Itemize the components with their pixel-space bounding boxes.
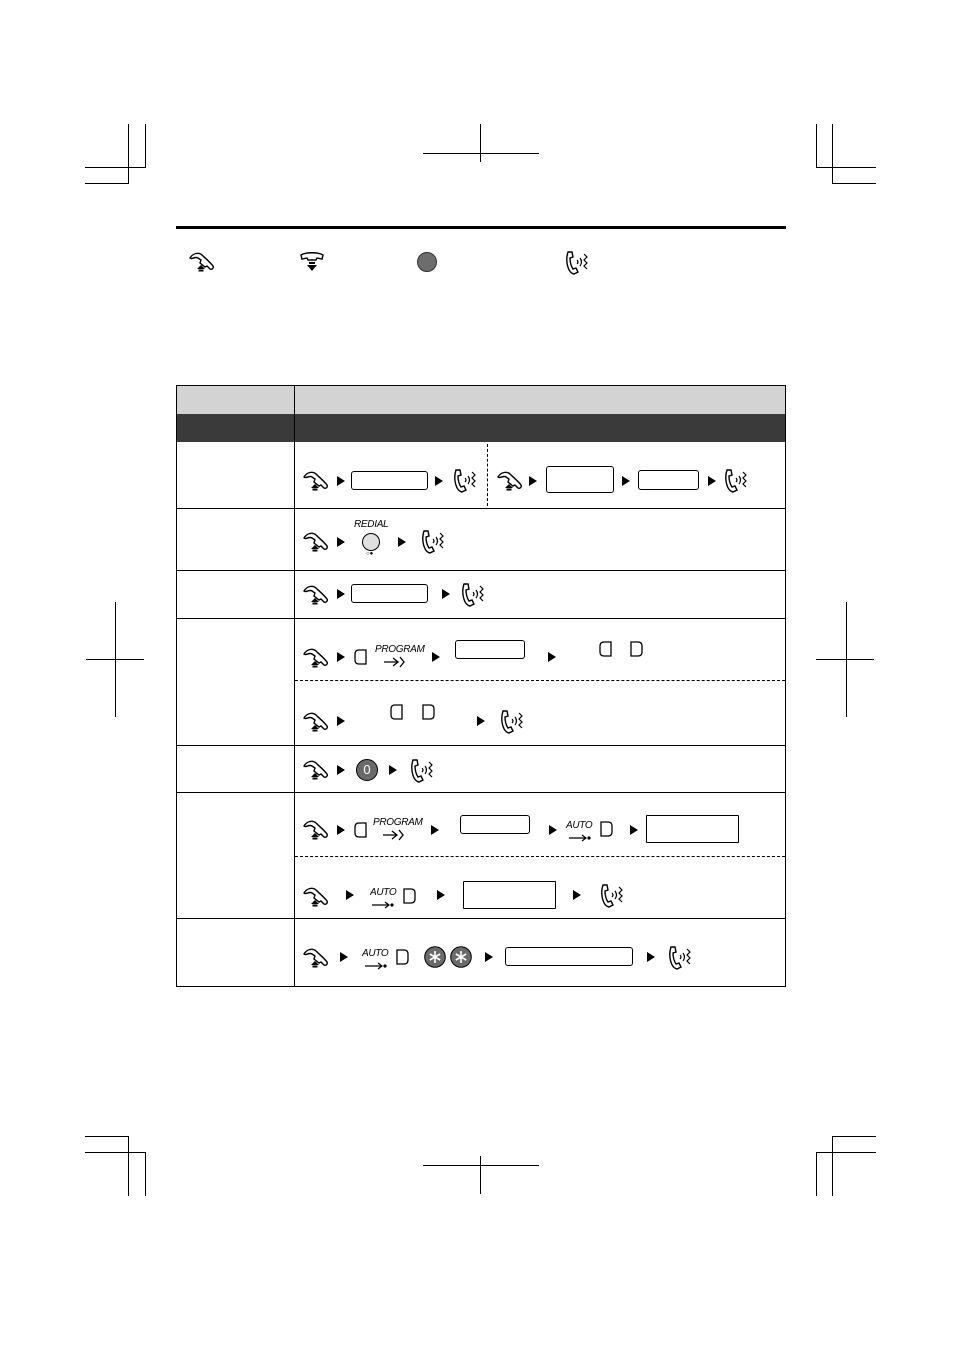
auto-arrow-icon xyxy=(364,961,388,971)
header-rule xyxy=(176,226,786,229)
on-hook-icon xyxy=(298,251,326,273)
enter-arrow-icon xyxy=(382,829,404,841)
arrow-icon xyxy=(398,537,406,547)
talk-icon xyxy=(418,528,446,554)
off-hook-icon xyxy=(188,251,216,273)
arrow-icon xyxy=(337,652,345,662)
talk-icon xyxy=(450,467,478,493)
arrow-icon xyxy=(442,589,450,599)
arrow-icon xyxy=(346,890,354,900)
talk-icon xyxy=(407,757,435,783)
flexible-key-icon[interactable] xyxy=(354,649,368,665)
star-key-icon[interactable] xyxy=(424,946,446,968)
off-hook-icon xyxy=(496,470,524,492)
auto-label: AUTO xyxy=(370,887,397,898)
arrow-icon xyxy=(485,952,493,962)
off-hook-icon xyxy=(302,584,330,606)
dial-key-0[interactable]: 0 xyxy=(356,759,378,781)
arrow-icon xyxy=(431,825,439,835)
talk-icon xyxy=(597,882,625,908)
led-icon: ○● xyxy=(366,551,374,557)
redial-button[interactable] xyxy=(362,533,380,551)
arrow-icon xyxy=(389,765,397,775)
flexible-key-icon[interactable] xyxy=(402,888,416,904)
dot-icon xyxy=(417,252,437,272)
flexible-key-icon[interactable] xyxy=(629,641,643,657)
arrow-icon xyxy=(435,476,443,486)
column-separator xyxy=(294,386,295,986)
off-hook-icon xyxy=(302,531,330,553)
talk-icon xyxy=(562,249,590,275)
off-hook-icon xyxy=(302,759,330,781)
arrow-icon xyxy=(340,952,348,962)
arrow-icon xyxy=(548,652,556,662)
flexible-key-icon[interactable] xyxy=(395,949,409,965)
off-hook-icon xyxy=(302,947,330,969)
entry-box xyxy=(505,947,633,966)
row-separator xyxy=(177,618,785,619)
flexible-key-icon[interactable] xyxy=(354,822,368,838)
dashed-separator xyxy=(295,856,785,857)
entry-box xyxy=(455,640,525,659)
off-hook-icon xyxy=(302,711,330,733)
entry-box xyxy=(646,815,739,843)
enter-arrow-icon xyxy=(383,656,405,668)
off-hook-icon xyxy=(302,819,330,841)
arrow-icon xyxy=(630,825,638,835)
arrow-icon xyxy=(337,589,345,599)
row-separator xyxy=(177,570,785,571)
arrow-icon xyxy=(337,537,345,547)
off-hook-icon xyxy=(302,470,330,492)
table-header xyxy=(177,386,785,415)
redial-label: REDIAL xyxy=(354,519,389,530)
arrow-icon xyxy=(549,825,557,835)
arrow-icon xyxy=(708,476,716,486)
off-hook-icon xyxy=(302,647,330,669)
auto-arrow-icon xyxy=(568,833,592,843)
entry-box xyxy=(463,881,556,909)
program-label: PROGRAM xyxy=(375,644,425,655)
flexible-key-icon[interactable] xyxy=(599,821,613,837)
entry-box xyxy=(351,471,428,490)
dashed-separator xyxy=(487,444,488,506)
arrow-icon xyxy=(337,716,345,726)
talk-icon xyxy=(721,467,749,493)
entry-box xyxy=(638,470,699,490)
arrow-icon xyxy=(432,652,440,662)
entry-box xyxy=(546,466,614,493)
table-section-band xyxy=(177,414,785,442)
auto-label: AUTO xyxy=(566,820,593,831)
arrow-icon xyxy=(437,890,445,900)
row-separator xyxy=(177,508,785,509)
arrow-icon xyxy=(647,952,655,962)
arrow-icon xyxy=(337,765,345,775)
flexible-key-icon[interactable] xyxy=(421,704,435,720)
program-label: PROGRAM xyxy=(373,817,423,828)
flexible-key-icon[interactable] xyxy=(599,641,613,657)
dashed-separator xyxy=(295,680,785,681)
arrow-icon xyxy=(477,716,485,726)
talk-icon xyxy=(458,581,486,607)
arrow-icon xyxy=(529,476,537,486)
auto-arrow-icon xyxy=(371,900,395,910)
row-separator xyxy=(177,745,785,746)
arrow-icon xyxy=(573,890,581,900)
arrow-icon xyxy=(337,476,345,486)
star-key-icon[interactable] xyxy=(450,946,472,968)
row-separator xyxy=(177,792,785,793)
row-separator xyxy=(177,918,785,919)
auto-label: AUTO xyxy=(362,948,389,959)
arrow-icon xyxy=(337,825,345,835)
off-hook-icon xyxy=(302,886,330,908)
talk-icon xyxy=(497,708,525,734)
entry-box xyxy=(460,815,530,834)
arrow-icon xyxy=(622,476,630,486)
entry-box xyxy=(351,584,428,603)
flexible-key-icon[interactable] xyxy=(390,704,404,720)
talk-icon xyxy=(665,944,693,970)
